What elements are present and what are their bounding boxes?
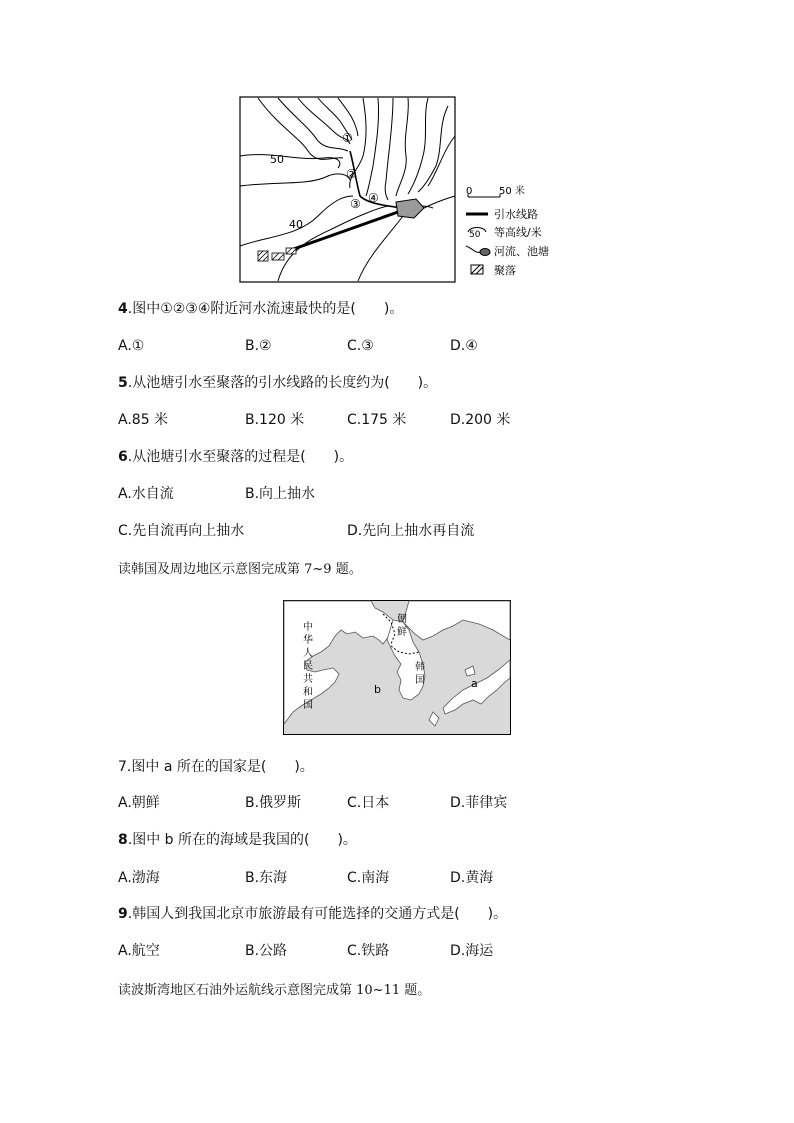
question-text: .从池塘引水至聚落的引水线路的长度约为( )。	[127, 375, 438, 391]
svg-text:鲜: 鲜	[397, 627, 407, 638]
option-6c[interactable]: C.先自流再向上抽水	[118, 523, 245, 539]
option-9c[interactable]: C.铁路	[347, 943, 390, 959]
option-7d[interactable]: D.菲律宾	[450, 795, 508, 811]
question-6	[118, 448, 353, 466]
question-number: 4	[118, 301, 128, 317]
question-7	[118, 758, 314, 776]
svg-text:人: 人	[303, 648, 313, 659]
legend-river-symbol	[466, 246, 480, 252]
contour-label-40: 40	[289, 218, 303, 231]
legend-pond-symbol	[480, 249, 490, 256]
option-8a[interactable]: A.渤海	[118, 870, 160, 886]
point-4: ④	[368, 191, 379, 205]
legend-pipeline-label: 引水线路	[494, 208, 538, 221]
option-5c[interactable]: C.175 米	[347, 412, 407, 428]
option-8b[interactable]: B.东海	[245, 870, 288, 886]
option-4c[interactable]: C.③	[347, 338, 374, 354]
contour-label-50: 50	[270, 153, 284, 166]
option-7a[interactable]: A.朝鲜	[118, 795, 160, 811]
question-number: 9	[118, 906, 128, 922]
question-9	[118, 905, 507, 923]
option-8c[interactable]: C.南海	[347, 870, 390, 886]
point-2: ②	[346, 167, 357, 181]
map-legend	[466, 184, 549, 277]
question-text: .从池塘引水至聚落的过程是( )。	[127, 449, 354, 465]
legend-contour-label: 等高线/米	[494, 226, 542, 239]
point-1: ①	[342, 131, 353, 145]
scale-bar	[468, 194, 500, 197]
intro-persian-gulf: 读波斯湾地区石油外运航线示意图完成第 10~11 题。	[118, 983, 431, 998]
question-5	[118, 374, 437, 392]
label-a: a	[471, 677, 478, 690]
question-text: .韩国人到我国北京市旅游最有可能选择的交通方式是( )。	[127, 906, 508, 922]
svg-text:国: 国	[303, 700, 313, 711]
legend-river-label: 河流、池塘	[494, 245, 549, 258]
option-5a[interactable]: A.85 米	[118, 412, 169, 428]
legend-contour-sample: 50	[469, 230, 481, 240]
option-4a[interactable]: A.①	[118, 338, 145, 354]
svg-text:中: 中	[303, 622, 313, 633]
option-7b[interactable]: B.俄罗斯	[245, 795, 302, 811]
topographic-map	[238, 96, 558, 286]
intro-korea: 读韩国及周边地区示意图完成第 7~9 题。	[118, 562, 362, 577]
question-4	[118, 300, 403, 318]
option-7c[interactable]: C.日本	[347, 795, 390, 811]
question-number: 6	[118, 449, 128, 465]
option-6b[interactable]: B.向上抽水	[245, 486, 316, 502]
option-5b[interactable]: B.120 米	[245, 412, 305, 428]
question-text: .图中①②③④附近河水流速最快的是( )。	[127, 301, 404, 317]
option-4d[interactable]: D.④	[450, 338, 478, 354]
question-number: 7	[118, 759, 127, 775]
option-8d[interactable]: D.黄海	[450, 870, 494, 886]
legend-settlement-label: 聚落	[494, 264, 516, 277]
option-4b[interactable]: B.②	[245, 338, 272, 354]
legend-scale-value: 50 米	[499, 186, 525, 197]
label-b: b	[374, 683, 381, 696]
option-9b[interactable]: B.公路	[245, 943, 288, 959]
korea-map	[283, 600, 511, 736]
question-text: .图中 a 所在的国家是( )。	[126, 759, 314, 775]
question-8	[118, 831, 357, 849]
option-5d[interactable]: D.200 米	[450, 412, 511, 428]
svg-text:共: 共	[303, 674, 313, 685]
svg-text:民: 民	[303, 661, 313, 672]
point-3: ③	[350, 197, 361, 211]
option-9a[interactable]: A.航空	[118, 943, 160, 959]
svg-text:朝: 朝	[397, 614, 407, 625]
question-number: 5	[118, 375, 128, 391]
svg-text:国: 国	[415, 675, 425, 686]
svg-text:和: 和	[303, 687, 313, 698]
svg-text:华: 华	[303, 635, 313, 646]
question-text: .图中 b 所在的海域是我国的( )。	[127, 832, 357, 848]
option-6d[interactable]: D.先向上抽水再自流	[347, 523, 475, 539]
option-9d[interactable]: D.海运	[450, 943, 494, 959]
svg-text:韩: 韩	[415, 662, 425, 673]
legend-scale-zero: 0	[466, 186, 473, 197]
option-6a[interactable]: A.水自流	[118, 486, 174, 502]
question-number: 8	[118, 832, 128, 848]
